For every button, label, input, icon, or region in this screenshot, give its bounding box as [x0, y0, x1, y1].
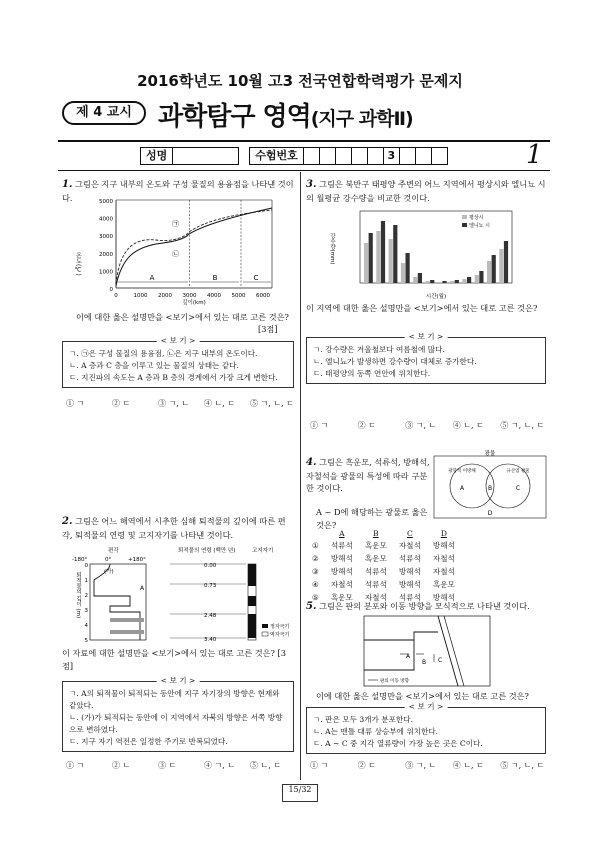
table-header — [306, 528, 325, 539]
q5-bogi — [306, 702, 546, 754]
q1-curve-label-b: ㉡ — [172, 250, 179, 258]
bar-normal — [426, 281, 430, 283]
bar-el-nino — [418, 273, 422, 283]
exam-no-digit: 3 — [384, 147, 400, 165]
table-cell: ③ — [312, 567, 319, 576]
bar-el-nino — [393, 225, 397, 283]
q4-venn — [432, 450, 548, 522]
choice-1[interactable]: ① ㄱ — [66, 761, 85, 770]
q3-bogi — [306, 332, 546, 384]
name-field[interactable] — [173, 147, 239, 165]
q1-curve-label-a: ㉠ — [172, 220, 179, 228]
table-cell: 자철석 — [364, 593, 387, 602]
bar-el-nino — [430, 280, 434, 283]
choice-3[interactable]: ③ ㄱ, ㄴ — [405, 761, 437, 770]
bogi-item: ㄱ. 판은 모두 3개가 분포한다. — [313, 715, 414, 724]
bar-el-nino — [369, 233, 373, 283]
q2-legend: 역자극기 — [270, 632, 290, 638]
bar-el-nino — [492, 255, 496, 283]
q5-choices — [310, 760, 548, 771]
q2-depth-tick: 4 — [84, 623, 88, 629]
footer-page: 15 — [288, 785, 299, 794]
q2-angle-label: 0° — [105, 557, 112, 563]
table-cell: ② — [312, 554, 319, 563]
footer-total: 32 — [301, 785, 312, 794]
table-cell: 방해석 — [398, 567, 421, 576]
q2-depth-tick: 2 — [84, 593, 88, 599]
q1-question: 이에 대한 옳은 설명만을 <보기>에서 있는 대로 고른 것은? — [76, 312, 289, 322]
id-row — [140, 147, 448, 165]
q2-depth-tick: 3 — [84, 608, 88, 614]
q5-label-b: B — [422, 659, 427, 666]
q2-col-label: 편각 — [108, 548, 119, 554]
bar-normal — [389, 239, 393, 283]
bar-el-nino — [504, 241, 508, 283]
bogi-item: ㄷ. A ~ C 중 지각 열류량이 가장 높은 곳은 C이다. — [313, 739, 483, 748]
choice-2[interactable]: ② ㄷ — [112, 399, 131, 408]
q4-venn-right: 규산염 광물 — [506, 469, 530, 474]
exam-no-box[interactable] — [432, 147, 448, 165]
bogi-title: < 보 기 > — [157, 335, 200, 347]
q3-choices — [310, 420, 548, 431]
q1-layer-b: B — [212, 274, 218, 282]
bar-normal — [462, 279, 466, 283]
exam-no-box[interactable] — [400, 147, 416, 165]
q2-depth-tick: 1 — [84, 578, 88, 584]
bar-normal — [364, 243, 368, 283]
table-cell: 석류석 — [398, 593, 421, 602]
q2-age: 3.40 — [204, 637, 217, 643]
table-cell: 방해석 — [330, 554, 353, 563]
q2-depth-tick: 0 — [84, 563, 88, 569]
q1-curve-melting — [116, 210, 272, 284]
q1-stem: 1. 그림은 지구 내부의 온도와 구성 물질의 용융점을 나타낸 것이다. — [62, 179, 294, 203]
choice-2[interactable]: ② ㄷ — [357, 421, 376, 430]
table-cell: 자철석 — [398, 541, 421, 550]
q1-xtick: 3000 — [182, 293, 197, 299]
table-cell: 흑운모 — [432, 580, 455, 589]
bar-normal — [438, 282, 442, 283]
table-cell: 흑운모 — [364, 541, 387, 550]
table-cell: 방해석 — [398, 580, 421, 589]
bogi-item: ㄱ. 강수량은 겨울철보다 여름철에 많다. — [313, 345, 445, 354]
table-header: B — [373, 529, 379, 538]
q1-xtick: 2000 — [158, 293, 172, 299]
page-footer: 15/32 — [282, 784, 318, 802]
q2-label-a: A — [140, 585, 145, 592]
table-cell: 자철석 — [432, 567, 455, 576]
q2-question: 이 자료에 대한 설명만을 <보기>에서 있는 대로 고른 것은? [3점] — [62, 648, 286, 671]
q1-points: [3점] — [258, 324, 278, 334]
exam-no-box[interactable] — [352, 147, 368, 165]
q3-legend: 엘니뇨 시 — [469, 223, 490, 229]
q2-label-ga: (가) — [104, 569, 114, 575]
q1-ytick: 5000 — [99, 199, 113, 205]
q1-xtick: 4000 — [207, 293, 221, 299]
q1-ytick: 4000 — [99, 216, 113, 223]
bogi-item: ㄷ. 지진파의 속도는 A 층과 B 층의 경계에서 가장 크게 변한다. — [69, 373, 278, 382]
q1-ytick: 1000 — [99, 269, 113, 276]
q3-legend: 평상시 — [469, 215, 484, 221]
bar-normal — [413, 277, 417, 283]
choice-3[interactable]: ③ ㄱ, ㄴ — [405, 421, 437, 430]
choice-1[interactable]: ① ㄱ — [310, 421, 329, 430]
q3-chart — [330, 205, 520, 301]
table-cell: 석류석 — [398, 554, 421, 563]
exam-no-box[interactable] — [336, 147, 352, 165]
q2-stem: 2. 그림은 어느 해역에서 시추한 심해 퇴적물의 깊이에 따른 편각, 퇴적물의 연령 및 고지자기를 나타낸 것이다. — [62, 516, 286, 540]
table-row[interactable] — [306, 578, 461, 591]
q4-answer-table — [306, 528, 461, 604]
page-number: 1 — [526, 140, 543, 170]
q2-age: 0.00 — [204, 563, 217, 569]
bar-el-nino — [442, 281, 446, 283]
bar-el-nino — [467, 277, 471, 283]
table-row[interactable] — [306, 539, 461, 552]
q1-xtick: 5000 — [231, 293, 246, 299]
q5-label-c: C — [438, 657, 443, 664]
q1-xtick: 1000 — [133, 293, 148, 299]
subject-title — [158, 96, 413, 133]
exam-no-box[interactable] — [304, 147, 320, 165]
q4-venn-a: A — [459, 485, 465, 492]
q2-age: 2.48 — [204, 613, 217, 619]
bogi-item: ㄷ. 태평양의 동쪽 연안에 위치한다. — [313, 369, 431, 378]
choice-4[interactable]: ④ ㄴ, ㄷ — [452, 421, 484, 430]
q1-layer-c: C — [253, 274, 259, 282]
bar-normal — [499, 249, 503, 283]
q1-ytick: 3000 — [99, 234, 113, 241]
choice-5[interactable]: ⑤ ㄴ, ㄷ — [250, 761, 282, 770]
choice-1[interactable]: ① ㄱ — [66, 399, 85, 408]
choice-1[interactable]: ① ㄱ — [310, 761, 329, 770]
table-cell: ① — [312, 541, 319, 550]
subject-sub: (지구 과학Ⅱ) — [310, 108, 413, 130]
exam-title: 2016학년도 10월 고3 전국연합학력평가 문제지 — [137, 72, 463, 90]
column-divider — [300, 172, 301, 780]
q1-choices — [66, 398, 296, 409]
table-cell: 흑운모 — [364, 554, 387, 563]
table-row[interactable] — [306, 552, 461, 565]
bogi-item: ㄴ. A는 맨틀 대류 상승부에 위치한다. — [313, 727, 439, 736]
choice-4[interactable]: ④ ㄱ, ㄴ — [204, 761, 236, 770]
q2-angle-label: +180° — [128, 557, 146, 563]
q1-xtick: 6000 — [256, 293, 270, 299]
q5-legend: 판의 이동 방향 — [380, 679, 409, 684]
choice-3[interactable]: ③ ㄱ, ㄴ — [158, 399, 190, 408]
q2-col-label: 퇴적물의 연령 (백만 년) — [178, 548, 236, 554]
choice-3[interactable]: ③ ㄷ — [158, 761, 177, 770]
q1-layer-a: A — [149, 274, 155, 282]
q3-stem: 3. 그림은 북반구 태평양 주변의 어느 지역에서 평상시와 엘니뇨 시의 월평균 강수량을 비교한 것이다. — [306, 179, 546, 203]
choice-5[interactable]: ⑤ ㄱ, ㄴ, ㄷ — [250, 399, 294, 408]
exam-no-box[interactable] — [320, 147, 336, 165]
bogi-item: ㄴ. A 층과 C 층을 이루고 있는 물질의 상태는 같다. — [69, 361, 239, 370]
table-cell: 방해석 — [432, 593, 455, 602]
q4-stem: 4. 그림은 흑운모, 석류석, 방해석, 자철석을 광물의 특성에 따라 구분한 것이다. — [306, 457, 430, 493]
bogi-title: < 보 기 > — [405, 701, 448, 713]
q3-xlabel: 시간(월) — [425, 294, 447, 300]
q2-age: 0.73 — [204, 583, 217, 589]
q4-venn-b: B — [487, 485, 493, 492]
q1-ytick: 0 — [109, 287, 113, 293]
table-header: C — [406, 529, 413, 538]
table-header-row — [306, 528, 461, 539]
subject-main: 과학탐구 영역 — [158, 102, 311, 132]
bogi-title: < 보 기 > — [157, 675, 200, 687]
q5-figure — [362, 614, 492, 688]
table-header: A — [339, 529, 345, 538]
bogi-item: ㄱ. ㉠은 구성 물질의 용융점, ㉡은 지구 내부의 온도이다. — [69, 349, 258, 358]
bogi-item: ㄴ. (가)가 퇴적되는 동안에 이 지역에서 자북의 방향은 서쪽 방향으로 변하였다. — [69, 713, 283, 734]
q4-venn-d: D — [487, 510, 493, 517]
q2-col-label: 고지자기 — [252, 548, 274, 554]
bogi-item: ㄷ. 지구 자기 역전은 일정한 주기로 반복되었다. — [69, 737, 228, 746]
q2-angle-label: -180° — [72, 557, 88, 563]
bar-el-nino — [406, 253, 410, 283]
table-cell: 석류석 — [364, 567, 387, 576]
q1-ylabel: 온도(℃) — [74, 252, 82, 276]
table-cell: ④ — [312, 580, 319, 589]
q1-xtick: 0 — [114, 293, 118, 299]
q2-legend: 정자극기 — [270, 624, 290, 630]
exam-no-box[interactable] — [416, 147, 432, 165]
q3-question: 이 지역에 대한 옳은 설명만을 <보기>에서 있는 대로 고른 것은? — [306, 303, 538, 313]
q2-bogi — [62, 676, 294, 752]
table-cell: 방해석 — [330, 567, 353, 576]
q4-venn-left: 광학적 이방체 — [448, 469, 476, 474]
header-rule — [58, 140, 550, 142]
bar-el-nino — [479, 271, 483, 283]
bar-normal — [450, 281, 454, 283]
choice-2[interactable]: ② ㄷ — [357, 761, 376, 770]
table-cell: ⑤ — [312, 593, 319, 602]
bar-normal — [475, 275, 479, 283]
choice-4[interactable]: ④ ㄴ, ㄷ — [452, 761, 484, 770]
table-row[interactable] — [306, 565, 461, 578]
q4-venn-c: C — [515, 485, 521, 492]
q2-choices — [66, 760, 296, 771]
exam-no-box[interactable] — [368, 147, 384, 165]
bar-normal — [376, 231, 380, 283]
q1-ytick: 2000 — [99, 251, 113, 258]
bogi-item: ㄴ. 엘니뇨가 발생하면 강수량이 대체로 증가한다. — [313, 357, 477, 366]
choice-4[interactable]: ④ ㄴ, ㄷ — [204, 399, 236, 408]
choice-2[interactable]: ② ㄴ — [112, 761, 131, 770]
table-cell: 석류석 — [364, 580, 387, 589]
q4-question: A ~ D에 해당하는 광물로 옳은 것은? — [316, 507, 428, 530]
table-cell: 자철석 — [432, 554, 455, 563]
q5-stem: 5. 그림은 판의 분포와 이동 방향을 모식적으로 나타낸 것이다. — [306, 601, 530, 612]
q5-label-a: A — [406, 653, 411, 660]
q1-bogi — [62, 336, 294, 388]
exam-no-label: 수험번호 — [249, 147, 304, 165]
q2-figure — [70, 544, 298, 644]
header-rule-2 — [58, 170, 550, 171]
table-cell: 석류석 — [330, 541, 353, 550]
q1-figure — [76, 196, 276, 304]
bogi-item: ㄱ. A의 퇴적물이 퇴적되는 동안에 지구 자기장의 방향은 현재와 같았다. — [69, 689, 280, 710]
table-header: D — [440, 529, 447, 538]
q2-depth-tick: 5 — [84, 638, 88, 644]
q5-question: 이에 대한 옳은 설명만을 <보기>에서 있는 대로 고른 것은? — [316, 691, 529, 701]
table-cell: 흑운모 — [330, 593, 353, 602]
bar-el-nino — [455, 280, 459, 283]
bogi-title: < 보 기 > — [405, 331, 448, 343]
q4-venn-title: 광물 — [484, 451, 496, 457]
q1-xlabel: 깊이(km) — [182, 300, 206, 306]
table-cell: 방해석 — [432, 541, 455, 550]
bar-normal — [487, 261, 491, 283]
choice-5[interactable]: ⑤ ㄱ, ㄴ, ㄷ — [500, 761, 545, 770]
period-badge: 제 4 교시 — [62, 101, 146, 125]
q3-ylabel: 강수량(mm) — [329, 233, 335, 265]
q2-ylabel: 퇴적물의 깊이 (m) — [75, 572, 81, 619]
choice-5[interactable]: ⑤ ㄱ, ㄴ, ㄷ — [500, 421, 545, 430]
table-cell: 자철석 — [330, 580, 353, 589]
bar-normal — [401, 263, 405, 283]
name-label: 성명 — [140, 147, 173, 165]
bar-el-nino — [381, 221, 385, 283]
